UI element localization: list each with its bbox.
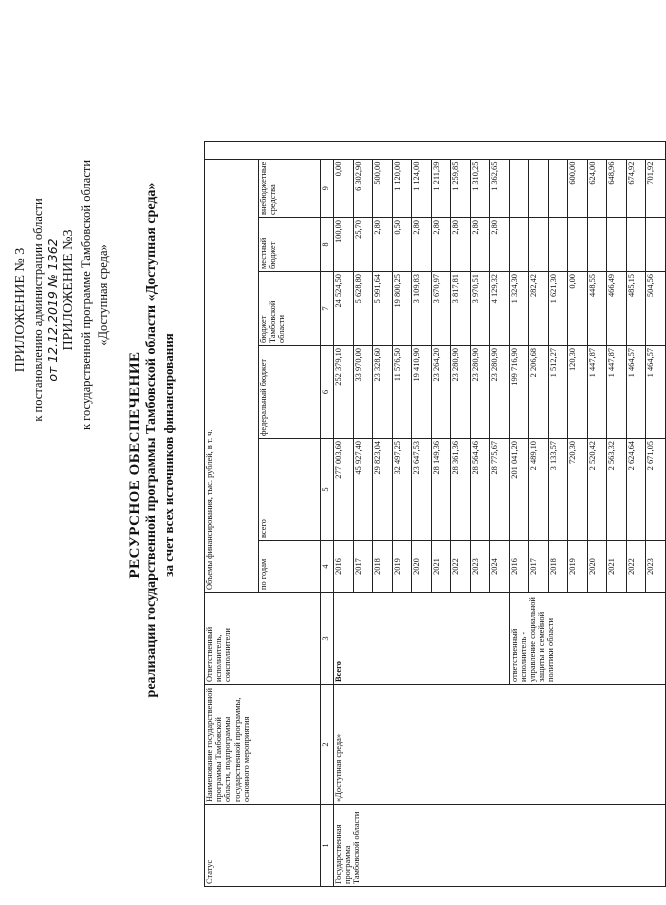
appendix-3-heading: ПРИЛОЖЕНИЕ № 3 (13, 247, 28, 373)
total-cell: 28 775,67 (490, 439, 510, 541)
extrabudget-cell: 1 362,65 (490, 159, 510, 217)
federal-cell: 23 280,90 (451, 346, 471, 439)
local-cell (587, 218, 607, 272)
total-cell: 29 823,04 (373, 439, 393, 541)
federal-cell: 23 280,90 (490, 346, 510, 439)
federal-cell: 23 264,20 (431, 346, 451, 439)
extrabudget-cell: 1 120,00 (392, 159, 412, 217)
extrabudget-cell: 0,00 (334, 159, 354, 217)
federal-cell: 120,30 (568, 346, 588, 439)
total-cell: 23 647,53 (412, 439, 432, 541)
total-cell: 201 041,20 (509, 439, 529, 541)
index-cell: 3 (321, 593, 334, 685)
regional-cell: 466,49 (607, 272, 627, 346)
federal-cell: 33 970,00 (353, 346, 373, 439)
regional-cell: 4 129,32 (490, 272, 510, 346)
regional-cell: 1 324,30 (509, 272, 529, 346)
regional-cell: 5 991,64 (373, 272, 393, 346)
total-cell: 2 489,10 (529, 439, 549, 541)
federal-cell: 23 328,60 (373, 346, 393, 439)
year-cell: 2022 (626, 541, 646, 593)
extrabudget-cell: 500,00 (373, 159, 393, 217)
document-title: РЕСУРСНОЕ ОБЕСПЕЧЕНИЕ (127, 351, 143, 579)
total-cell: 2 671,05 (646, 439, 666, 541)
index-cell: 6 (321, 346, 334, 439)
total-cell: 28 361,36 (451, 439, 471, 541)
year-cell: 2022 (451, 541, 471, 593)
total-cell: 2 520,42 (587, 439, 607, 541)
document-subtitle-2: за счет всех источников финансирования (161, 333, 176, 577)
local-cell: 100,00 (334, 218, 354, 272)
status-cell: Государственная программа Тамбовской области (334, 805, 666, 887)
local-cell (509, 218, 529, 272)
local-cell (646, 218, 666, 272)
local-cell: 25,70 (353, 218, 373, 272)
local-cell: 2,80 (470, 218, 490, 272)
federal-cell: 1 464,57 (626, 346, 646, 439)
year-header: по годам (259, 541, 321, 593)
total-cell: 45 927,40 (353, 439, 373, 541)
year-cell: 2017 (529, 541, 549, 593)
year-cell: 2020 (587, 541, 607, 593)
header-row (205, 141, 259, 886)
document-subtitle: реализации государственной программы Тамбовской области «Доступная среда» (144, 182, 159, 698)
local-cell (548, 218, 568, 272)
year-cell: 2018 (548, 541, 568, 593)
local-cell (607, 218, 627, 272)
local-header: местный бюджет (259, 218, 321, 272)
total-cell: 2 624,64 (626, 439, 646, 541)
federal-cell: 1 464,57 (646, 346, 666, 439)
extrabudget-cell (529, 159, 549, 217)
federal-header: федеральный бюджет (259, 346, 321, 439)
local-cell: 0,50 (392, 218, 412, 272)
regional-cell: 504,56 (646, 272, 666, 346)
federal-cell: 2 206,68 (529, 346, 549, 439)
federal-cell: 1 447,87 (587, 346, 607, 439)
index-cell: 4 (321, 541, 334, 593)
local-cell (626, 218, 646, 272)
total-cell: 2 563,32 (607, 439, 627, 541)
index-cell: 7 (321, 272, 334, 346)
total-cell: 32 497,25 (392, 439, 412, 541)
resolution-reference: к постановлению администрации области (31, 198, 45, 422)
regional-cell: 3 670,97 (431, 272, 451, 346)
regional-cell: 0,00 (568, 272, 588, 346)
regional-cell: 485,15 (626, 272, 646, 346)
year-cell: 2019 (568, 541, 588, 593)
year-cell: 2016 (334, 541, 354, 593)
local-cell: 2,80 (431, 218, 451, 272)
year-cell: 2023 (470, 541, 490, 593)
year-cell: 2019 (392, 541, 412, 593)
regional-header: бюджет Тамбовской области (259, 272, 321, 346)
extrabudget-cell: 1 310,25 (470, 159, 490, 217)
funding-header: Объемы финансирования, тыс. рублей, в т. ч. (205, 159, 259, 592)
appendix-heading: ПРИЛОЖЕНИЕ №3 (61, 229, 76, 351)
program-name: «Доступная среда» (96, 244, 110, 346)
executor-cell: ответственный исполнитель - управление социальной защиты и семейной политики области (509, 593, 665, 685)
regional-cell: 5 628,80 (353, 272, 373, 346)
extrabudget-header: внебюджетные средства (259, 159, 321, 217)
table-row (334, 141, 354, 886)
federal-cell: 23 280,90 (470, 346, 490, 439)
regional-cell: 19 800,25 (392, 272, 412, 346)
extrabudget-cell: 6 302,90 (353, 159, 373, 217)
program-reference: к государственной программе Тамбовской области (79, 159, 93, 431)
local-cell: 2,80 (373, 218, 393, 272)
regional-cell: 3 109,83 (412, 272, 432, 346)
extrabudget-cell: 1 124,00 (412, 159, 432, 217)
total-cell: 720,30 (568, 439, 588, 541)
year-cell: 2016 (509, 541, 529, 593)
extrabudget-cell (509, 159, 529, 217)
extrabudget-cell (548, 159, 568, 217)
index-cell: 1 (321, 805, 334, 887)
name-header: Наименование государственной программы Тамбовской области, подпрограммы государственной программы, основного мероприятия (205, 685, 321, 805)
regional-cell: 3 970,51 (470, 272, 490, 346)
year-cell: 2017 (353, 541, 373, 593)
regional-cell: 24 524,50 (334, 272, 354, 346)
extrabudget-cell: 648,96 (607, 159, 627, 217)
regional-cell: 282,42 (529, 272, 549, 346)
year-cell: 2018 (373, 541, 393, 593)
federal-cell: 252 379,10 (334, 346, 354, 439)
extrabudget-cell: 624,00 (587, 159, 607, 217)
extrabudget-cell: 701,92 (646, 159, 666, 217)
regional-cell: 3 817,81 (451, 272, 471, 346)
federal-cell: 11 576,50 (392, 346, 412, 439)
total-cell: 28 149,36 (431, 439, 451, 541)
index-cell: 9 (321, 159, 334, 217)
federal-cell: 199 716,90 (509, 346, 529, 439)
total-label-cell: Всего (334, 593, 510, 685)
total-header: всего (259, 439, 321, 541)
regional-cell: 1 621,30 (548, 272, 568, 346)
year-cell: 2024 (490, 541, 510, 593)
extrabudget-cell: 600,00 (568, 159, 588, 217)
executor-header: Ответственный исполнитель, соисполнители (205, 593, 321, 685)
local-cell: 2,80 (451, 218, 471, 272)
index-row (321, 141, 334, 886)
federal-cell: 1 512,27 (548, 346, 568, 439)
local-cell: 2,80 (490, 218, 510, 272)
local-cell (529, 218, 549, 272)
extrabudget-cell: 1 211,39 (431, 159, 451, 217)
year-cell: 2020 (412, 541, 432, 593)
index-cell: 2 (321, 685, 334, 805)
extrabudget-cell: 674,92 (626, 159, 646, 217)
extrabudget-cell: 1 259,85 (451, 159, 471, 217)
year-cell: 2021 (431, 541, 451, 593)
total-cell: 3 133,57 (548, 439, 568, 541)
resolution-number: от 12.12.2019 № 1362 (45, 238, 60, 382)
funding-table (204, 141, 666, 887)
local-cell: 2,80 (412, 218, 432, 272)
total-cell: 277 003,60 (334, 439, 354, 541)
right-margin-cell (205, 141, 666, 159)
year-cell: 2021 (607, 541, 627, 593)
program-name-cell: «Доступная среда» (334, 685, 666, 805)
regional-cell: 448,55 (587, 272, 607, 346)
total-cell: 28 564,46 (470, 439, 490, 541)
local-cell (568, 218, 588, 272)
federal-cell: 1 447,87 (607, 346, 627, 439)
index-cell: 8 (321, 218, 334, 272)
index-cell: 5 (321, 439, 334, 541)
status-header: Статус (205, 805, 321, 887)
year-cell: 2023 (646, 541, 666, 593)
federal-cell: 19 410,90 (412, 346, 432, 439)
